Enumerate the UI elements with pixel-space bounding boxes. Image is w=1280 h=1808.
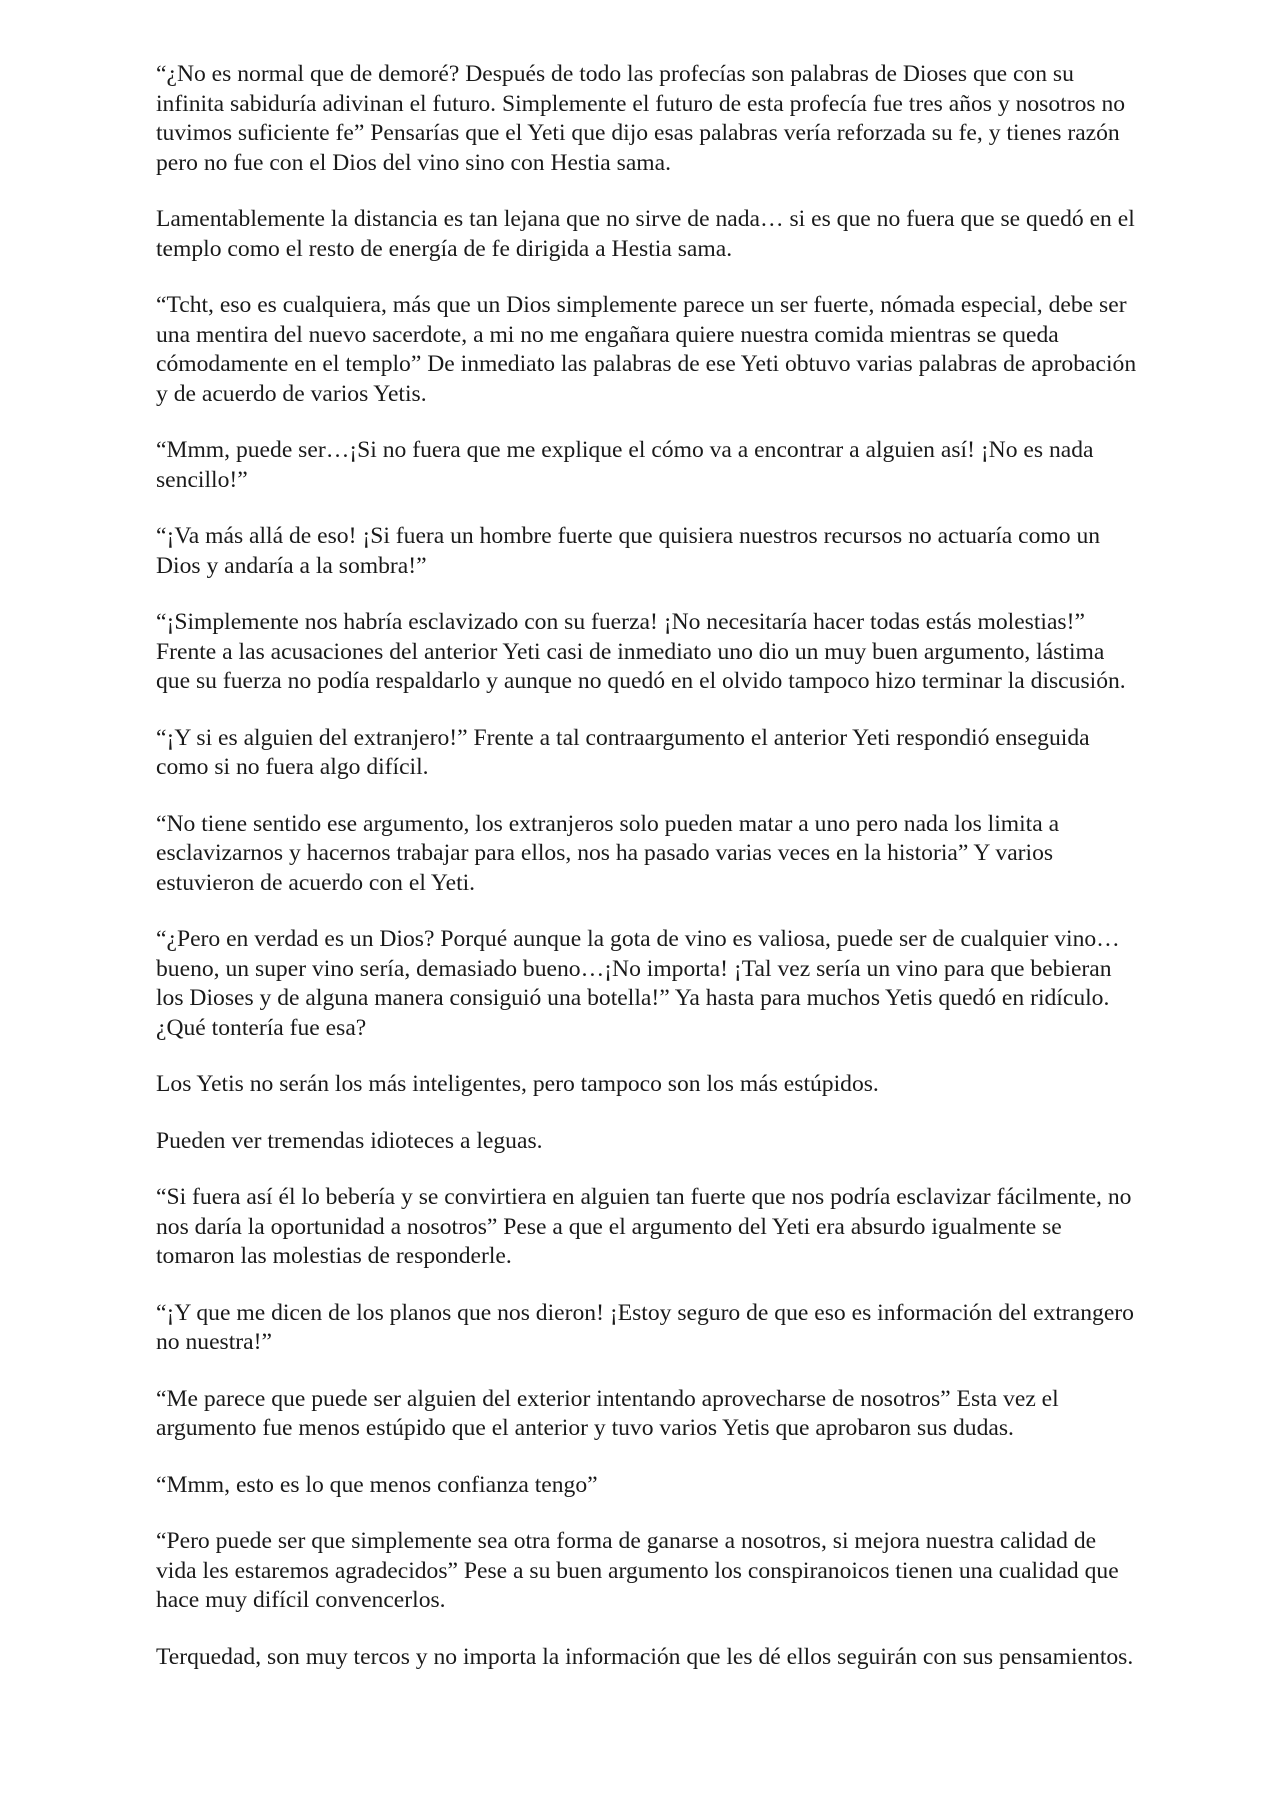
paragraph: “No tiene sentido ese argumento, los extranjeros solo pueden matar a uno pero nada los limita a esclavizarnos y hacernos trabajar para ellos, nos ha pasado varias veces en la historia” Y varios estuvieron de acuerdo con el Yeti. (156, 810, 1060, 896)
paragraph: “Mmm, esto es lo que menos confianza tengo” (156, 1471, 598, 1498)
paragraph: “¿No es normal que de demoré? Después de todo las profecías son palabras de Dioses que con su infinita sabiduría adivinan el futuro. Simplemente el futuro de esta profecía fue tres años y nosotros no tuvimos suficiente fe” Pensarías que el Yeti que dijo esas palabras vería reforzada su fe, y tienes razón pero no fue con el Dios del vino sino con Hestia sama. (156, 61, 1126, 176)
document-page (156, 60, 1141, 1699)
paragraph: “¡Simplemente nos habría esclavizado con su fuerza! ¡No necesitaría hacer todas estás molestias!” Frente a las acusaciones del anterior Yeti casi de inmediato uno dio un muy buen argumento, lástima que su fuerza no podía respaldarlo y aunque no quedó en el olvido tampoco hizo terminar la discusión. (156, 609, 1126, 694)
paragraph: Pueden ver tremendas idioteces a leguas. (156, 1127, 543, 1154)
paragraph: “¡Y si es alguien del extranjero!” Frente a tal contraargumento el anterior Yeti respondió enseguida como si no fuera algo difícil. (156, 724, 1090, 780)
paragraph: “Pero puede ser que simplemente sea otra forma de ganarse a nosotros, si mejora nuestra calidad de vida les estaremos agradecidos” Pese a su buen argumento los conspiranoicos tienen una cualidad que hace muy difícil convencerlos. (156, 1528, 1119, 1613)
paragraph: “¡Y que me dicen de los planos que nos dieron! ¡Estoy seguro de que eso es información del extrangero no nuestra!” (156, 1299, 1134, 1355)
paragraph: Lamentablemente la distancia es tan lejana que no sirve de nada… si es que no fuera que se quedó en el templo como el resto de energía de fe dirigida a Hestia sama. (156, 206, 1135, 262)
paragraph: “Mmm, puede ser…¡Si no fuera que me explique el cómo va a encontrar a alguien así! ¡No es nada sencillo!” (156, 437, 1094, 493)
paragraph: “Me parece que puede ser alguien del exterior intentando aprovecharse de nosotros” Esta vez el argumento fue menos estúpido que el anterior y tuvo varios Yetis que aprobaron sus dudas. (156, 1385, 1059, 1441)
paragraph: “¿Pero en verdad es un Dios? Porqué aunque la gota de vino es valiosa, puede ser de cualquier vino…bueno, un super vino sería, demasiado bueno…¡No importa! ¡Tal vez sería un vino para que bebieran los Dioses y de alguna manera consiguió una botella!” Ya hasta para muchos Yetis quedó en ridículo. ¿Qué tontería fue esa? (156, 926, 1120, 1041)
paragraph: “Tcht, eso es cualquiera, más que un Dios simplemente parece un ser fuerte, nómada especial, debe ser una mentira del nuevo sacerdote, a mi no me engañara quiere nuestra comida mientras se queda cómodamente en el templo” De inmediato las palabras de ese Yeti obtuvo varias palabras de aprobación y de acuerdo de varios Yetis. (156, 292, 1137, 407)
paragraph: “¡Va más allá de eso! ¡Si fuera un hombre fuerte que quisiera nuestros recursos no actuaría como un Dios y andaría a la sombra!” (156, 523, 1101, 579)
paragraph: Terquedad, son muy tercos y no importa la información que les dé ellos seguirán con sus pensamientos. (156, 1643, 1134, 1670)
paragraph: “Si fuera así él lo bebería y se convirtiera en alguien tan fuerte que nos podría esclavizar fácilmente, no nos daría la oportunidad a nosotros” Pese a que el argumento del Yeti era absurdo igualmente se tomaron las molestias de responderle. (156, 1184, 1132, 1269)
paragraph: Los Yetis no serán los más inteligentes, pero tampoco son los más estúpidos. (156, 1071, 879, 1097)
